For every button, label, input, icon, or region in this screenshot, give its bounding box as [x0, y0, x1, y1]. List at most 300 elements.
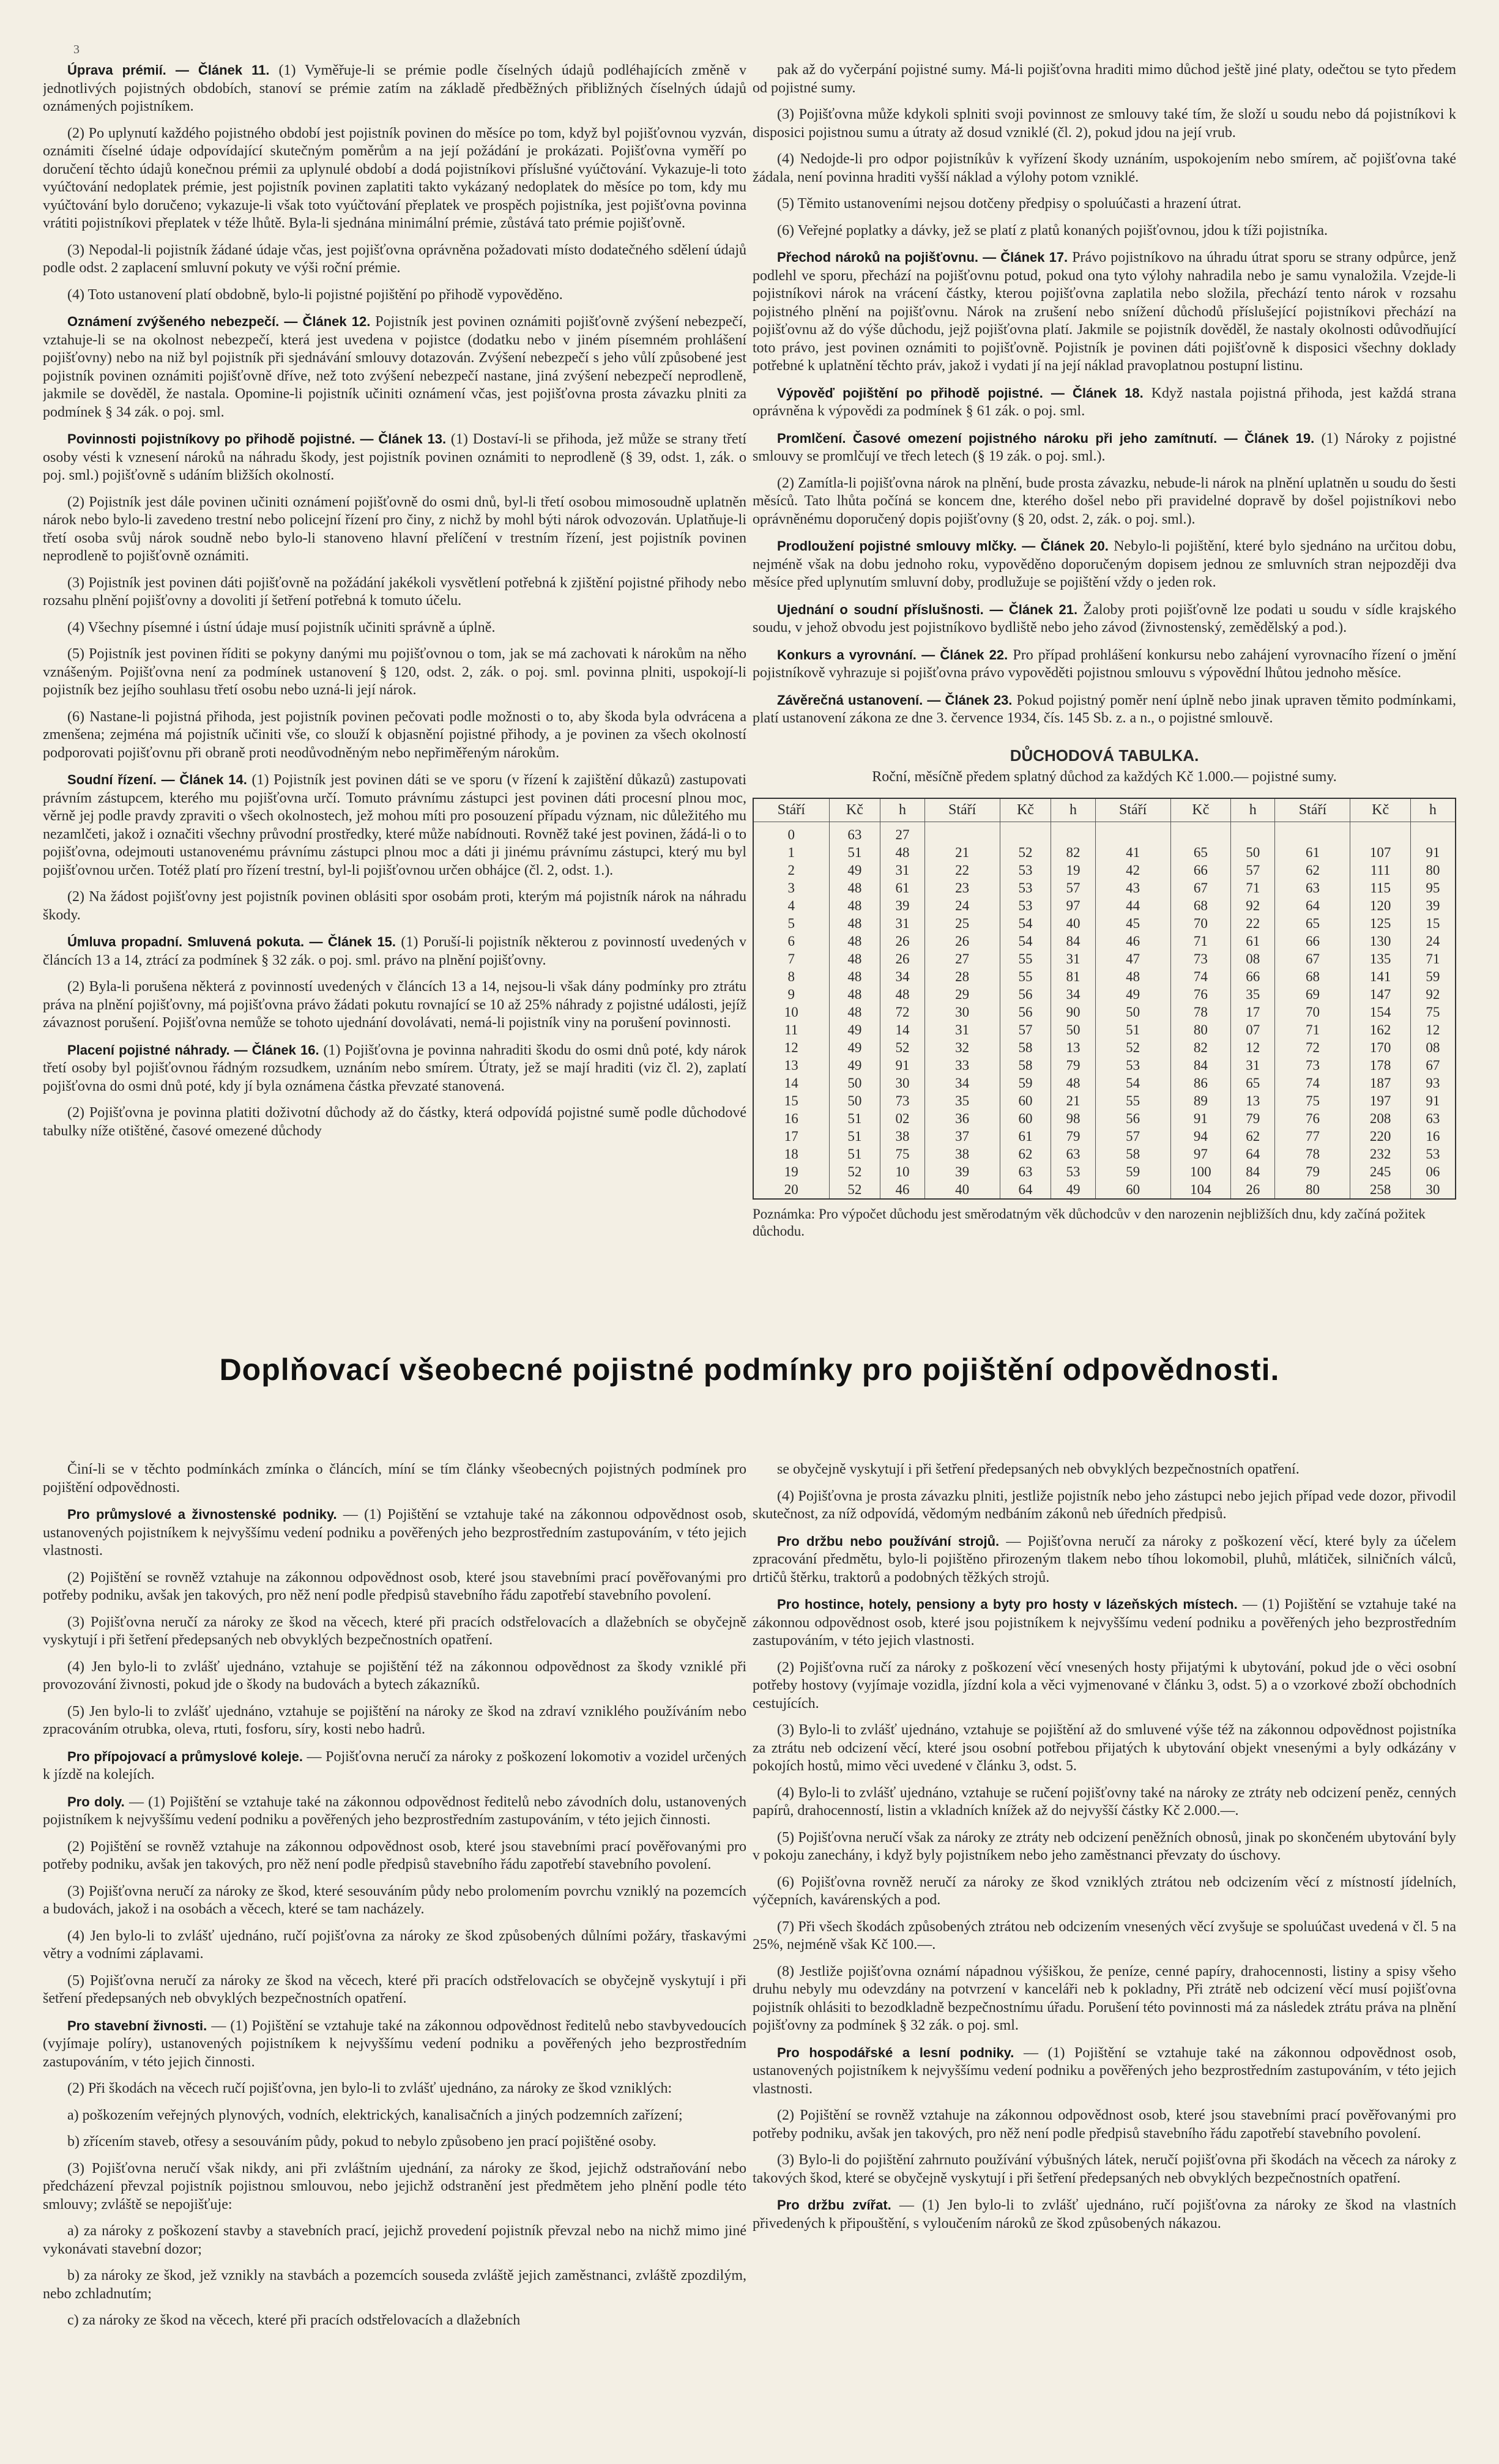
table-cell: 71	[1170, 932, 1230, 950]
table-cell: 54	[1000, 932, 1051, 950]
table-cell: 50	[1231, 844, 1275, 861]
table-cell: 187	[1350, 1074, 1410, 1092]
table-cell: 51	[1095, 1021, 1170, 1039]
table-cell: 73	[880, 1092, 924, 1110]
paragraph	[753, 106, 1456, 142]
table-header-cell: Kč	[1350, 798, 1410, 822]
table-cell: 39	[1410, 897, 1456, 915]
paragraph	[753, 1532, 1456, 1587]
table-cell: 80	[1275, 1181, 1350, 1199]
table-cell: 170	[1350, 1039, 1410, 1056]
table-row	[753, 950, 1456, 968]
paragraph	[43, 1972, 746, 2008]
lower-section	[43, 1461, 1456, 2464]
table-cell: 7	[753, 950, 829, 968]
paragraph	[753, 429, 1456, 466]
table-cell: 11	[753, 1021, 829, 1039]
paragraph	[43, 771, 746, 880]
table-cell: 258	[1350, 1181, 1410, 1199]
table-cell: 22	[924, 861, 1000, 879]
table-cell: 107	[1350, 844, 1410, 861]
paragraph	[43, 1041, 746, 1096]
table-cell: 19	[753, 1163, 829, 1181]
table-cell: 14	[880, 1021, 924, 1039]
table-cell: 81	[1051, 968, 1095, 985]
table-cell: 61	[1275, 844, 1350, 861]
table-cell: 24	[924, 897, 1000, 915]
paragraph-text: — (1) Jen bylo-li to zvlášť ujednáno, ručí pojišťovna za nároky ze škod na vlastních přivedených k připouštění, s vyloučením nároků ze škod způsobených nákazou.	[753, 2197, 1456, 2232]
paragraph-text: Žaloby proti pojišťovně lze podati u soudu v sídle krajského soudu, v jehož obvodu jest pojistníkovo bydliště nebo jeho závod (živnostenský, zemědělský a pod.).	[753, 601, 1456, 636]
table-cell: 111	[1350, 861, 1410, 879]
table-cell: 79	[1231, 1110, 1275, 1127]
table-cell: 48	[1051, 1074, 1095, 1092]
section-heading: Konkurs a vyrovnání. — Článek 22.	[777, 647, 1008, 662]
table-cell: 31	[880, 915, 924, 932]
table-header-cell: Stáří	[753, 798, 829, 822]
table-header-cell: Stáří	[924, 798, 1000, 822]
table-cell: 5	[753, 915, 829, 932]
table-cell: 34	[1051, 985, 1095, 1003]
table-cell	[1170, 822, 1230, 844]
annuity-table-header	[753, 798, 1456, 822]
paragraph-text: (4) Jen bylo-li to zvlášť ujednáno, ručí pojišťovna za nároky ze škod způsobených důlními požáry, třaskavými větry a vodními záplavami.	[43, 1928, 746, 1962]
table-cell: 64	[1000, 1181, 1051, 1199]
paragraph	[43, 2312, 746, 2330]
table-row	[753, 844, 1456, 861]
table-cell: 92	[1410, 985, 1456, 1003]
lower-left-column	[43, 1461, 746, 2464]
table-cell: 38	[924, 1145, 1000, 1163]
table-cell: 47	[1095, 950, 1170, 968]
table-cell: 50	[1095, 1003, 1170, 1021]
table-cell: 57	[1000, 1021, 1051, 1039]
table-cell: 92	[1231, 897, 1275, 915]
table-cell: 2	[753, 861, 829, 879]
table-cell: 95	[1410, 879, 1456, 897]
paragraph	[753, 384, 1456, 421]
table-header-cell: Kč	[1170, 798, 1230, 822]
table-cell: 25	[924, 915, 1000, 932]
table-cell: 10	[753, 1003, 829, 1021]
paragraph-text: Právo pojistníkovo na úhradu útrat sporu se strany odpůrce, jenž podlehl ve sporu, přechází na pojišťovnu potud, pokud ona tyto výlohy nahradila nebo je samu vynaložila. Vzejde-li pojistníkovi nárok na vrácení částky, kterou pojišťovna zaplatila nebo složila, přechází tento nárok v rozsahu pojistného plnění na pojišťovnu. Nárok na zrušení nebo snížení důchodů příslušející pojistníkovi přechází na pojišťovnu až do výše důchodu, jejž pojišťovna platí. Jakmile se pojistník dověděl, že nastaly okolnosti odůvodňující toto právo, jest povinen oznámiti to pojišťovně. Pojistník je povinen dáti pojišťovně k disposici všechny doklady potřebné k uplatnění těchto práv, jakož i vydati jí na její náklad pravoplatnou postupní listinu.	[753, 250, 1456, 374]
paragraph-text: (4) Všechny písemné i ústní údaje musí pojistník učiniti správně a úplně.	[67, 619, 496, 636]
table-cell: 57	[1051, 879, 1095, 897]
table-cell: 120	[1350, 897, 1410, 915]
table-cell: 48	[829, 897, 880, 915]
table-cell: 245	[1350, 1163, 1410, 1181]
section-heading: Promlčení. Časové omezení pojistného nároku při jeho zamítnutí. — Článek 19.	[777, 430, 1315, 446]
annuity-table-title: DŮCHODOVÁ TABULKA.	[1010, 746, 1199, 765]
table-cell: 125	[1350, 915, 1410, 932]
table-cell: 178	[1350, 1056, 1410, 1074]
upper-section	[43, 61, 1456, 1291]
table-cell: 1	[753, 844, 829, 861]
table-cell: 46	[1095, 932, 1170, 950]
section-heading: Pro stavební živnosti.	[67, 2017, 207, 2033]
paragraph-text: (5) Jen bylo-li to zvlášť ujednáno, vztahuje se pojištění na nároky ze škod na zdraví vzniklého používáním nebo zpracováním otrubka, oleva, rtuti, fosforu, síry, kosti nebo hadrů.	[43, 1703, 746, 1737]
paragraph-text: (1) Pojišťovna je povinna nahraditi škodu do osmi dnů poté, kdy nárok třetí osoby byl pojišťovnou řádným rozsudkem, uznáním nebo smírem. Útraty, jež se mají hraditi (viz čl. 2), zaplatí pojišťovna do osmi dnů poté, kdy jí byla oznámena částka převzaté stanovená.	[43, 1042, 746, 1094]
table-cell: 91	[1170, 1110, 1230, 1127]
table-cell	[1095, 822, 1170, 844]
table-cell: 53	[1000, 897, 1051, 915]
table-cell: 58	[1000, 1056, 1051, 1074]
table-row	[753, 1039, 1456, 1056]
table-cell: 53	[1051, 1163, 1095, 1181]
table-cell: 54	[1000, 915, 1051, 932]
table-cell: 07	[1231, 1021, 1275, 1039]
paragraph	[43, 125, 746, 233]
table-cell: 73	[1170, 950, 1230, 968]
paragraph	[43, 430, 746, 485]
paragraph	[753, 1721, 1456, 1776]
table-cell: 48	[880, 985, 924, 1003]
paragraph	[43, 574, 746, 610]
paragraph	[753, 61, 1456, 97]
table-row	[753, 932, 1456, 950]
paragraph	[753, 222, 1456, 240]
paragraph	[753, 646, 1456, 683]
table-cell: 17	[1231, 1003, 1275, 1021]
table-cell: 75	[1275, 1092, 1350, 1110]
paragraph	[43, 978, 746, 1033]
table-cell: 31	[1231, 1056, 1275, 1074]
table-cell: 56	[1095, 1110, 1170, 1127]
table-cell: 12	[753, 1039, 829, 1056]
table-cell: 52	[880, 1039, 924, 1056]
paragraph-text: (3) Pojistník jest povinen dáti pojišťovně na požádání jakékoli vysvětlení potřebná k zjištění pojistné přihody nebo rozsahu plnění pojišťovny a dovoliti jí šetření potřebná k tomuto účelu.	[43, 574, 746, 609]
table-cell: 78	[1275, 1145, 1350, 1163]
table-cell: 48	[829, 968, 880, 985]
table-cell: 44	[1095, 897, 1170, 915]
table-cell: 50	[829, 1074, 880, 1092]
section-heading: Pro držbu zvířat.	[777, 2197, 891, 2213]
table-cell: 162	[1350, 1021, 1410, 1039]
paragraph	[43, 1104, 746, 1140]
table-cell: 13	[1051, 1039, 1095, 1056]
table-cell: 23	[924, 879, 1000, 897]
table-cell: 12	[1231, 1039, 1275, 1056]
table-cell: 86	[1170, 1074, 1230, 1092]
table-cell: 06	[1410, 1163, 1456, 1181]
table-cell: 93	[1410, 1074, 1456, 1092]
table-cell: 31	[1051, 950, 1095, 968]
paragraph-text: c) za nároky ze škod na věcech, které při pracích odstřelovacích a dlažebních	[67, 2312, 521, 2328]
table-cell: 68	[1170, 897, 1230, 915]
table-cell: 08	[1410, 1039, 1456, 1056]
paragraph-text: (5) Pojišťovna neručí však za nároky ze ztráty neb odcizení peněžních obnosů, jinak po skončeném ubytování byly v pokoju zanechány, i když byly pojistníkem nebo jeho zaměstnanci převzaty do úschovy.	[753, 1829, 1456, 1863]
table-cell: 104	[1170, 1181, 1230, 1199]
paragraph-text: pak až do vyčerpání pojistné sumy. Má-li pojišťovna hraditi mimo důchod ještě jiné platy, odečtou se tyto předem od pojistné sumy.	[753, 62, 1456, 96]
paragraph	[43, 242, 746, 278]
table-cell: 58	[1095, 1145, 1170, 1163]
section-heading: Ujednání o soudní příslušnosti. — Článek 21.	[777, 601, 1078, 617]
table-cell: 69	[1275, 985, 1350, 1003]
paragraph-text: (3) Bylo-li do pojištění zahrnuto používání výbušných látek, neručí pojišťovna při škodách na věcech za nároky z takových škod, které se obyčejně vyskytují i při šetření předepsaných neb obvyklých bezpečnostních opatření.	[753, 2152, 1456, 2186]
table-cell: 66	[1170, 861, 1230, 879]
table-cell: 41	[1095, 844, 1170, 861]
table-cell: 42	[1095, 861, 1170, 879]
table-row	[753, 1056, 1456, 1074]
table-header-cell: Kč	[1000, 798, 1051, 822]
table-cell: 55	[1000, 968, 1051, 985]
table-cell: 77	[1275, 1127, 1350, 1145]
table-cell: 40	[924, 1181, 1000, 1199]
paragraph	[43, 286, 746, 305]
paragraph-text: (6) Pojišťovna rovněž neručí za nároky ze škod vzniklých ztrátou neb odcizením věcí z místností jídelních, výčepních, kavárenských a pod.	[753, 1874, 1456, 1908]
table-cell: 56	[1000, 985, 1051, 1003]
table-cell: 49	[829, 861, 880, 879]
table-cell: 75	[1410, 1003, 1456, 1021]
paragraph-text: — Pojišťovna neručí za nároky z poškození věcí, které byly za účelem zpracování předmětu, bylo-li pojištěno přirozeným tlakem nebo tíhou lokomobil, pluhů, mlátiček, silničních válců, drtičů štěrku, traktorů a podobných těžkých strojů.	[753, 1533, 1456, 1586]
table-cell: 39	[880, 897, 924, 915]
table-cell: 32	[924, 1039, 1000, 1056]
paragraph	[753, 150, 1456, 187]
table-row	[753, 1181, 1456, 1199]
table-cell: 26	[880, 950, 924, 968]
paragraph	[753, 2151, 1456, 2188]
table-cell: 40	[1051, 915, 1095, 932]
table-cell: 61	[1231, 932, 1275, 950]
table-cell: 02	[880, 1110, 924, 1127]
paragraph-text: (5) Těmito ustanoveními nejsou dotčeny předpisy o spoluúčasti a hrazení útrat.	[777, 196, 1241, 212]
table-cell: 14	[753, 1074, 829, 1092]
paragraph-text: (1) Dostaví-li se přihoda, jež může se strany třetí osoby vésti k vznesení nároků na náhradu škody, jest pojistník povinen oznámiti to neprodleně (§ 39, odst. 1, zák. o poj. sml.) pojišťovně s udáním bližších okolností.	[43, 431, 746, 483]
paragraph	[43, 2080, 746, 2098]
table-cell: 76	[1170, 985, 1230, 1003]
table-cell: 82	[1170, 1039, 1230, 1056]
paragraph-text: (1) Pojistník jest povinen dáti se ve sporu (v řízení k zajištění důkazů) zastupovati právním zástupcem, kterého mu pojišťovna určí. Tomuto právnímu zástupci jest povinen dáti procesní plnou moc, věrně jej podle pravdy zpraviti o všech okolnostech, jež mohou míti pro posouzení případu význam, nic důležitého mu nezamlčeti, jakož i označiti všechny průvodní prostředky, které může nabídnouti. Rovněž také jest povinen, žádá-li o to pojišťovna, odejmouti ustanovenému právnímu zástupci plnou moc a dáti ji jinému právnímu zástupci, který mu byl pojišťovnou určen. Totéž platí pro řízení trestní, byl-li pojišťovnou určen obhájce (čl. 2, odst. 1.).	[43, 772, 746, 878]
section-heading: Výpověď pojištění po přihodě pojistné. — Článek 18.	[777, 385, 1144, 401]
table-cell	[1231, 822, 1275, 844]
paragraph	[753, 2196, 1456, 2233]
table-cell: 49	[1095, 985, 1170, 1003]
table-cell: 66	[1231, 968, 1275, 985]
paragraph	[753, 475, 1456, 529]
table-cell: 3	[753, 879, 829, 897]
paragraph-text: (4) Jen bylo-li to zvlášť ujednáno, vztahuje se pojištění též na zákonnou odpovědnost za škody vzniklé při provozování živnosti, pokud jde o škody na budovách a bytech zákazníků.	[43, 1658, 746, 1693]
upper-left-column	[43, 61, 746, 1291]
table-cell: 21	[1051, 1092, 1095, 1110]
table-cell: 60	[1000, 1110, 1051, 1127]
paragraph	[753, 1784, 1456, 1820]
section-heading: Soudní řízení. — Článek 14.	[67, 772, 247, 787]
table-cell: 66	[1275, 932, 1350, 950]
table-cell: 27	[924, 950, 1000, 968]
paragraph	[753, 1488, 1456, 1524]
table-cell: 79	[1275, 1163, 1350, 1181]
table-cell	[1051, 822, 1095, 844]
table-cell: 26	[924, 932, 1000, 950]
table-cell: 52	[1095, 1039, 1170, 1056]
paragraph-text: (4) Pojišťovna je prosta závazku plniti, jestliže pojistník nebo jeho zástupci nebo jejich případ vede dozor, přivodil skutečnost, za níž odpovídá, vědomým nedbáním zákonů neb úředních předpisů.	[753, 1488, 1456, 1522]
table-cell: 65	[1275, 915, 1350, 932]
annuity-table-subtitle: Roční, měsíčně předem splatný důchod za každých Kč 1.000.— pojistné sumy.	[872, 768, 1337, 785]
paragraph	[753, 2107, 1456, 2143]
section-heading: Přechod nároků na pojišťovnu. — Článek 17.	[777, 250, 1068, 265]
paragraph-text: (2) Pojistník jest dále povinen učiniti oznámení pojišťovně do osmi dnů, byl-li třetí osobou mimosoudně uplatněn nárok nebo bylo-li zavedeno trestní nebo policejní řízení pro činy, z nichž by mohl býti nárok odvozován. Uplatňuje-li třetí osoba svůj nárok soudně nebo bylo-li stanoveno hlavní přelíčení v trestním řízení, jest pojistník povinen neprodleně to pojišťovně oznámiti.	[43, 494, 746, 564]
section-heading: Povinnosti pojistníkovy po přihodě pojistné. — Článek 13.	[67, 431, 447, 447]
table-cell	[1275, 822, 1350, 844]
table-cell: 59	[1095, 1163, 1170, 1181]
table-cell: 84	[1170, 1056, 1230, 1074]
paragraph	[43, 1748, 746, 1784]
table-cell: 147	[1350, 985, 1410, 1003]
table-cell: 51	[829, 1127, 880, 1145]
paragraph	[43, 2267, 746, 2303]
table-header-cell: Stáří	[1275, 798, 1350, 822]
table-row	[753, 1092, 1456, 1110]
table-cell: 29	[924, 985, 1000, 1003]
annuity-table-note: Poznámka: Pro výpočet důchodu jest směrodatným věk důchodcův v den narozenin nejbližších dnu, kdy začíná požitek důchodu.	[753, 1206, 1426, 1239]
paragraph-text: (2) Pojištění se rovněž vztahuje na zákonnou odpovědnost osob, které jsou stavebními prací pověřovanými pro potřeby podniku, avšak jen takových, pro něž není podle předpisů stavebního řádu zapotřebí stavebního povolení.	[43, 1838, 746, 1872]
table-cell: 220	[1350, 1127, 1410, 1145]
paragraph-text: (1) Poruší-li pojistník některou z povinností uvedených v článcích 13 a 14, ztrácí za podmínek § 32 zák. o poj. sml. právo na plnění pojišťovny.	[43, 934, 746, 968]
annuity-table	[753, 798, 1456, 1200]
paragraph-text: — (1) Pojištění se vztahuje také na zákonnou odpovědnost osob, ustanovených pojistníkem k nejvyššímu vedení podniku a pověřených jeho bezprostředním zastupováním, v této jejich vlastnosti.	[43, 1507, 746, 1559]
table-row	[753, 985, 1456, 1003]
paragraph-text: (4) Bylo-li to zvlášť ujednáno, vztahuje se ručení pojišťovny také na nároky ze ztráty neb odcizení peněz, cenných papírů, drahocenností, listin a vkladních knížek až do nejvyšší částky Kč 2.000.—.	[753, 1784, 1456, 1819]
table-cell: 48	[829, 915, 880, 932]
table-cell	[1350, 822, 1410, 844]
paragraph	[43, 1883, 746, 1919]
table-cell: 30	[1410, 1181, 1456, 1199]
upper-right-text	[753, 61, 1456, 728]
paragraph	[43, 2160, 746, 2214]
table-cell: 60	[1095, 1181, 1170, 1199]
paragraph-text: a) poškozením veřejných plynových, vodních, elektrických, kanalisačních a jiných podzemních zařízení;	[67, 2107, 683, 2123]
table-cell: 61	[1000, 1127, 1051, 1145]
paragraph-text: (5) Pojišťovna neručí za nároky ze škod na věcech, které při pracích odstřelovacích se obyčejně vyskytují i při šetření předepsaných neb obvyklých bezpečnostních opatření.	[43, 1972, 746, 2006]
paragraph-text: (1) Vyměřuje-li se prémie podle číselných údajů podléhajících změně v jednotlivých pojistných obdobích, stanoví se prémie zatím na základě předběžných přibližných číselných údajů oznámených pojistníkem.	[43, 62, 746, 114]
paragraph-text: (6) Nastane-li pojistná přihoda, jest pojistník povinen pečovati podle možnosti o to, aby škoda byla odvrácena a zmenšena; zejména má pojistník učiniti vše, co slouží k objasnění pojistné přihody, a je povinen za všech okolností podporovati pojišťovnu při obraně proti neodůvodněným nebo nepřiměřeným nárokům.	[43, 708, 746, 761]
table-cell: 91	[1410, 1092, 1456, 1110]
table-header-cell: h	[880, 798, 924, 822]
table-cell: 48	[829, 950, 880, 968]
table-cell: 16	[753, 1110, 829, 1127]
table-row	[753, 915, 1456, 932]
paragraph	[753, 1963, 1456, 2035]
paragraph-text: (3) Pojišťovna neručí však nikdy, ani při zvláštním ujednání, za nároky ze škod, jejichž odstraňování nebo předcházení převzal pojistník pojistnou smlouvou, nebo jejichž odstranění jest předmětem jeho plnění podle této smlouvy; zvláště se nepojišťuje:	[43, 2160, 746, 2213]
paragraph	[753, 601, 1456, 637]
table-cell: 34	[924, 1074, 1000, 1092]
paragraph-text: Pojistník jest povinen oznámiti pojišťovně zvýšení nebezpečí, vztahuje-li se na okolnost nebezpečí, která jest uvedena v pojistce (dodatku nebo v jiném písemném prohlášení pojišťovny) nebo na niž byl pojistník při sjednávání smlouvy dotazován. Zvýšení nebezpečí s jeho vůlí způsobené jest pojistník povinen oznámiti pojišťovně dříve, než toto zvýšení nebezpečí nastane, jiná zvýšení nebezpečí neprodleně, jakmile se dověděl, že nastala. Opomine-li pojistník učiniti oznámení včas, jest pojišťovna prosta závazku plniti za podmínek § 34 zák. o poj. sml.	[43, 314, 746, 420]
table-cell: 80	[1410, 861, 1456, 879]
paragraph	[43, 1658, 746, 1694]
table-cell: 50	[829, 1092, 880, 1110]
paragraph	[43, 1614, 746, 1650]
paragraph	[43, 494, 746, 566]
table-row	[753, 879, 1456, 897]
table-cell: 53	[1000, 861, 1051, 879]
table-header-cell: h	[1051, 798, 1095, 822]
table-cell: 33	[924, 1056, 1000, 1074]
paragraph	[43, 1793, 746, 1830]
table-cell: 49	[1051, 1181, 1095, 1199]
paragraph	[753, 1461, 1456, 1479]
paragraph	[753, 195, 1456, 213]
paragraph	[43, 2017, 746, 2072]
table-cell: 31	[880, 861, 924, 879]
table-cell: 91	[880, 1056, 924, 1074]
table-cell: 27	[880, 822, 924, 844]
table-cell: 62	[1231, 1127, 1275, 1145]
table-cell: 51	[829, 1110, 880, 1127]
paragraph	[753, 537, 1456, 592]
table-cell: 67	[1410, 1056, 1456, 1074]
table-cell: 61	[880, 879, 924, 897]
table-cell: 71	[1231, 879, 1275, 897]
paragraph-text: (3) Nepodal-li pojistník žádané údaje včas, jest pojišťovna oprávněna požadovati místo dodatečného sdělení údajů podle odst. 2 zaplacení smluvní pokuty ve výši roční prémie.	[43, 242, 746, 276]
table-cell: 89	[1170, 1092, 1230, 1110]
paragraph	[753, 2044, 1456, 2099]
paragraph-text: (4) Nedojde-li pro odpor pojistníkův k vyřízení škody uznáním, uspokojením nebo smírem, ač pojišťovna také žádala, není povinna hraditi vyšší náklad a výlohy potom vzniklé.	[753, 151, 1456, 185]
table-cell: 135	[1350, 950, 1410, 968]
paragraph	[43, 619, 746, 637]
table-cell: 55	[1095, 1092, 1170, 1110]
table-cell: 4	[753, 897, 829, 915]
paragraph-text: (2) Pojišťovna ručí za nároky z poškození věcí vnesených hosty přijatými k ubytování, pokud jde o věci osobní potřeby hostovy (vyjímaje vozidla, jízdní kola a věci vyjmenované v článku 3, odst. 5) a o vzorkové zboží obchodních cestujících.	[753, 1659, 1456, 1712]
paragraph-text: Nebylo-li pojištění, které bylo sjednáno na určitou dobu, nejméně však na dobu jednoho roku, vypověděno doporučeným dopisem jednou ze smluvních stran nejpozději dva měsíce před uplynutím smluvní doby, prodlužuje se pojištění vždy o jeden rok.	[753, 538, 1456, 590]
section-heading: Oznámení zvýšeného nebezpečí. — Článek 12.	[67, 314, 371, 329]
section-heading: Pro hospodářské a lesní podniky.	[777, 2044, 1014, 2060]
table-cell: 79	[1051, 1056, 1095, 1074]
table-cell: 63	[1275, 879, 1350, 897]
table-cell: 18	[753, 1145, 829, 1163]
table-cell: 63	[1410, 1110, 1456, 1127]
paragraph-text: (8) Jestliže pojišťovna oznámí nápadnou výšiškou, že peníze, cenné papíry, drahocennosti, listiny a spisy všeho druhu nebyly mu odevzdány na potvrzení v kanceláři neb k pokladny, Při ztrátě neb odcizení věcí musí pojišťovna pojistník ohlásiti to bezodkladně bezpečnostnímu úřadu. Porušení této povinnosti má za následek ztrátu práva na plnění pojišťovny za podmínek § 32 zák. o poj. sml.	[753, 1963, 1456, 2033]
table-cell: 154	[1350, 1003, 1410, 1021]
table-cell: 78	[1170, 1003, 1230, 1021]
paragraph	[43, 2107, 746, 2125]
table-cell: 63	[1051, 1145, 1095, 1163]
table-cell: 59	[1410, 968, 1456, 985]
table-cell: 91	[1410, 844, 1456, 861]
table-cell: 35	[924, 1092, 1000, 1110]
paragraph	[753, 691, 1456, 728]
table-cell: 28	[924, 968, 1000, 985]
table-cell: 6	[753, 932, 829, 950]
table-cell: 48	[829, 985, 880, 1003]
table-cell: 68	[1275, 968, 1350, 985]
section-heading: Pro držbu nebo používání strojů.	[777, 1533, 1000, 1549]
table-row	[753, 1145, 1456, 1163]
table-cell: 57	[1095, 1127, 1170, 1145]
table-cell: 17	[753, 1127, 829, 1145]
table-cell: 43	[1095, 879, 1170, 897]
table-cell: 36	[924, 1110, 1000, 1127]
table-cell: 15	[1410, 915, 1456, 932]
supplementary-conditions-title: Doplňovací všeobecné pojistné podmínky pro pojištění odpovědnosti.	[219, 1353, 1280, 1387]
paragraph-text: (5) Pojistník jest povinen říditi se pokyny danými mu pojišťovnou o tom, jak se má zachovati k nárokům na něho vznášeným. Pojišťovna není za podmínek ustanovení § 120, odst. 2, zák. o poj. sml. povinna plniti, uspokojí-li pojistník bez jejího souhlasu třetí osobu nebo uzná-li její nárok.	[43, 646, 746, 698]
table-cell: 141	[1350, 968, 1410, 985]
table-cell: 62	[1000, 1145, 1051, 1163]
table-cell: 38	[880, 1127, 924, 1145]
paragraph-text: (2) Pojištění se rovněž vztahuje na zákonnou odpovědnost osob, které jsou stavebními prací pověřovanými pro potřeby podniku, avšak jen takových, pro něž není podle předpisů stavebního řádu zapotřebí stavebního povolení.	[43, 1569, 746, 1603]
table-header-cell: h	[1231, 798, 1275, 822]
table-cell: 53	[1410, 1145, 1456, 1163]
table-row	[753, 1163, 1456, 1181]
table-cell: 57	[1231, 861, 1275, 879]
table-header-cell: h	[1410, 798, 1456, 822]
paragraph	[753, 1874, 1456, 1910]
table-cell: 64	[1231, 1145, 1275, 1163]
table-cell: 74	[1170, 968, 1230, 985]
paragraph	[753, 1918, 1456, 1954]
paragraph-text: Pro případ prohlášení konkursu nebo zahájení vyrovnacího řízení o jmění pojistníkově vyhrazuje si pojišťovna právo vypověděti pojistnou smlouvu s výpovědní lhůtou jednoho měsíce.	[753, 647, 1456, 681]
paragraph	[43, 313, 746, 421]
table-cell: 115	[1350, 879, 1410, 897]
paragraph-text: Činí-li se v těchto podmínkách zmínka o článcích, míní se tím články všeobecných pojistných podmínek pro pojištění odpovědnosti.	[43, 1461, 746, 1496]
